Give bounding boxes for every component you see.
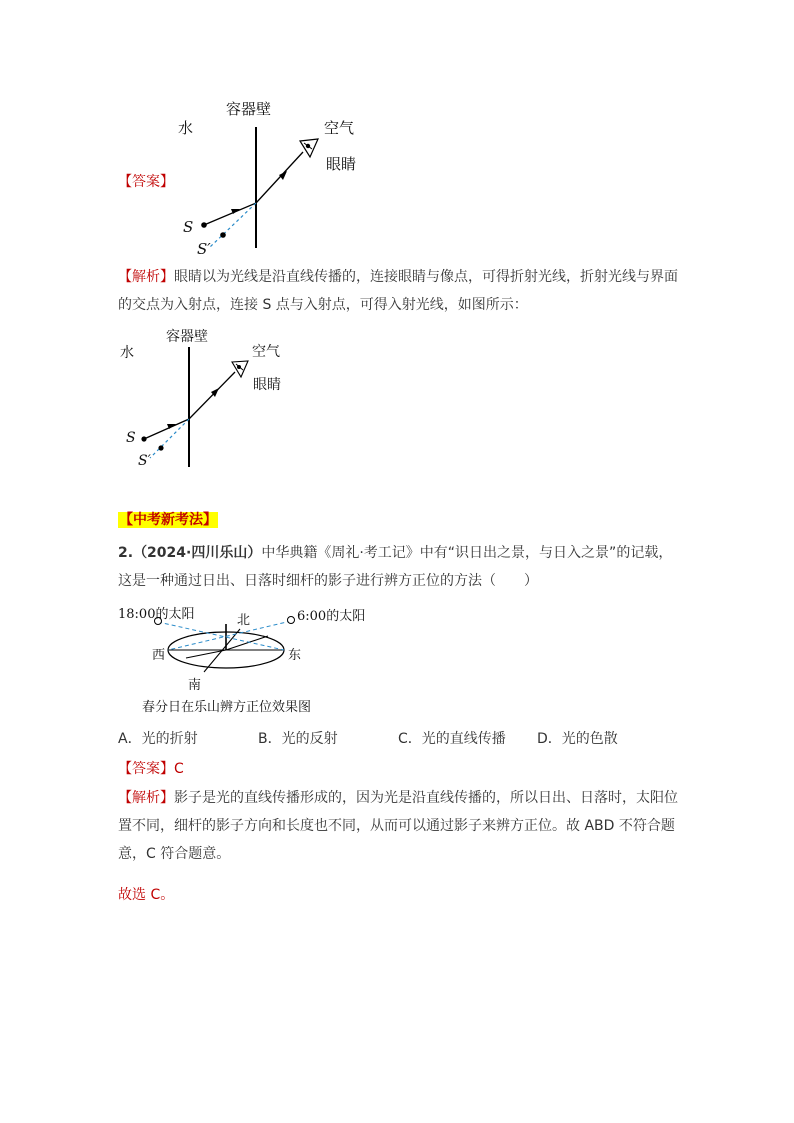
- incident-ray: [204, 203, 256, 225]
- refracted-ray: [256, 152, 303, 203]
- option-c[interactable]: C．光的直线传播: [398, 731, 506, 747]
- refracted-ray: [189, 372, 235, 419]
- shadow-line-2: [186, 650, 226, 658]
- answer-tag-1: 【答案】: [118, 174, 174, 190]
- sun-1800-label: 18:00的太阳: [118, 607, 195, 622]
- analysis-2: [118, 784, 678, 868]
- wall-label: 容器壁: [166, 329, 208, 345]
- refraction-diagram-1: [170, 95, 410, 255]
- answer-tag-2: 【答案】: [118, 761, 174, 777]
- sun-0600-icon: [288, 617, 295, 624]
- point-s: [141, 436, 146, 441]
- option-b[interactable]: B．光的反射: [258, 731, 338, 747]
- refraction-diagram-2: [118, 322, 318, 472]
- south-label: 南: [188, 678, 202, 693]
- point-s-prime: [158, 445, 163, 450]
- option-d[interactable]: D．光的色散: [537, 731, 618, 747]
- question-text: 中华典籍《周礼·考工记》中有“识日出之景，与日入之景”的记载，这是一种通过日出、日落时细杆的影子进行辨方正位的方法（ ）: [118, 545, 673, 589]
- sun-ray-0600: [168, 621, 291, 650]
- s-label: S: [183, 218, 194, 236]
- s-label: S: [126, 430, 136, 446]
- answer-2-value: C: [174, 761, 184, 777]
- section-tag: [118, 509, 218, 529]
- wall-label: 容器壁: [226, 100, 272, 118]
- analysis-1-text: 眼睛以为光线是沿直线传播的，连接眼睛与像点，可得折射光线，折射光线与界面的交点为入射点，连接 S 点与入射点，可得入射光线，如图所示：: [118, 269, 678, 313]
- s-prime-label: S′: [197, 240, 211, 258]
- water-label: 水: [178, 119, 194, 137]
- option-a[interactable]: A．光的折射: [118, 731, 198, 747]
- eye-icon: [300, 139, 318, 157]
- analysis-1: [118, 263, 678, 319]
- north-label: 北: [237, 613, 251, 628]
- answer-2: [118, 758, 184, 778]
- figure-refraction-answer: [170, 95, 410, 258]
- figure-caption: 春分日在乐山辨方正位效果图: [142, 700, 312, 715]
- figure-refraction-analysis: [118, 322, 318, 472]
- conclusion: 故选 C。: [118, 887, 175, 903]
- eye-label: 眼睛: [253, 377, 281, 393]
- arrow-head-refracted: [279, 171, 287, 180]
- air-label: 空气: [252, 344, 280, 360]
- question-2: [118, 539, 678, 595]
- sun-ray-1800: [158, 622, 284, 650]
- eye-icon: [232, 361, 248, 377]
- analysis-tag-2: 【解析】: [118, 790, 174, 806]
- incident-ray: [144, 419, 189, 439]
- question-number: 2.: [118, 545, 134, 561]
- west-label: 西: [152, 648, 166, 663]
- water-label: 水: [120, 345, 134, 361]
- sun-0600-label: 6:00的太阳: [297, 609, 366, 624]
- s-prime-label: S′: [138, 453, 151, 469]
- figure-sun-shadow: [118, 600, 378, 715]
- analysis-tag-1: 【解析】: [118, 269, 174, 285]
- analysis-2-text: 影子是光的直线传播形成的，因为光是沿直线传播的，所以日出、日落时，太阳位置不同，细杆的影子方向和长度也不同，从而可以通过影子来辨方正位。故 ABD 不符合题意，C 符合题意。: [118, 790, 678, 862]
- eye-label: 眼睛: [326, 155, 357, 173]
- east-label: 东: [288, 648, 302, 663]
- point-s: [201, 222, 207, 228]
- point-s-prime: [220, 232, 226, 238]
- question-source: （2024·四川乐山）: [133, 545, 262, 561]
- section-tag-label: 【中考新考法】: [119, 512, 217, 528]
- air-label: 空气: [324, 119, 355, 137]
